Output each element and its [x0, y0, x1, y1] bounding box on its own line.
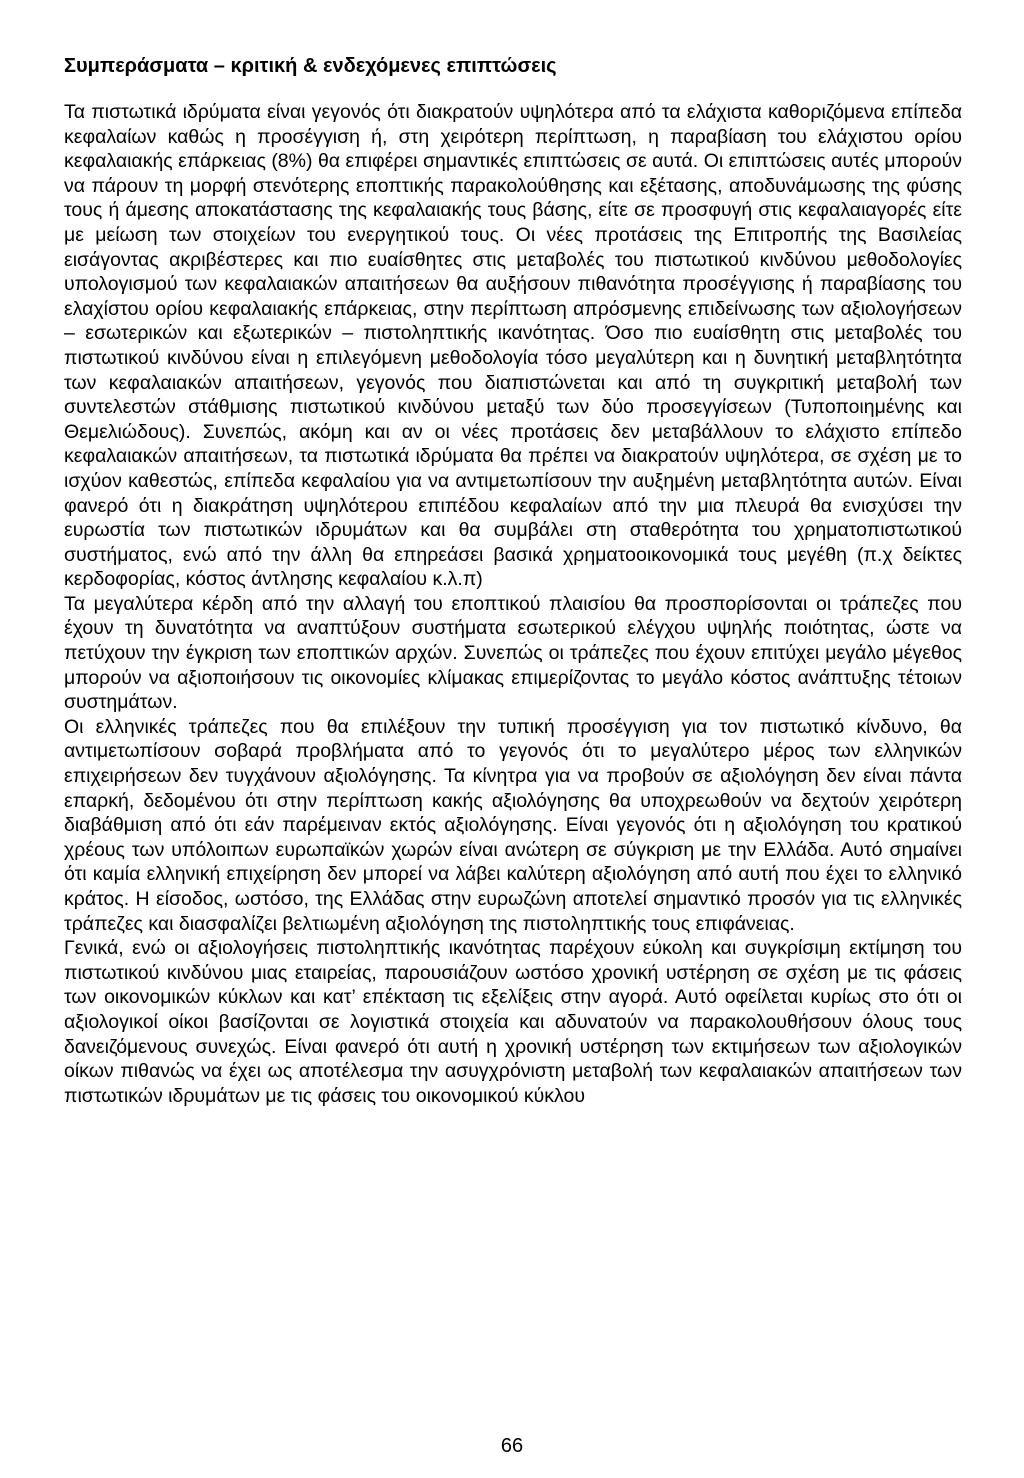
paragraph-rating-lag: Γενικά, ενώ οι αξιολογήσεις πιστοληπτικής ικανότητας παρέχουν εύκολη και συγκρίσιμη εκτίμηση του πιστωτικού κινδύνου μιας εταιρείας, παρουσιάζουν ωστόσο χρονική υστέρηση σε σχέση με τις φάσεις των οικονομικών κύκλων και κατ’ επέκταση τις εξελίξεις στην αγορά. Αυτό οφείλεται κυρίως στο ότι οι αξιολογικοί οίκοι βασίζονται σε λογιστικά στοιχεία και αδυνατούν να παρακολουθήσουν όλους τους δανειζόμενους συνεχώς. Είναι φανερό ότι αυτή η χρονική υστέρηση των εκτιμήσεων των αξιολογικών οίκων πιθανώς να έχει ως αποτέλεσμα την ασυγχρόνιστη μεταβολή των κεφαλαιακών απαιτήσεων των πιστωτικών ιδρυμάτων με τις φάσεις του οικονομικού κύκλου — [64, 937, 962, 1107]
paragraph-bank-profits: Τα μεγαλύτερα κέρδη από την αλλαγή του εποπτικού πλαισίου θα προσπορίσονται οι τράπεζες που έχουν τη δυνατότητα να αναπτύξουν συστήματα εσωτερικού ελέγχου υψηλής ποιότητας, ώστε να πετύχουν την έγκριση των εποπτικών αρχών. Συνεπώς οι τράπεζες που έχουν επιτύχει μεγάλο μέγεθος μπορούν να αξιοποιήσουν τις οικονομίες κλίμακας επιμερίζοντας το μεγάλο κόστος ανάπτυξης τέτοιων συστημάτων. — [64, 592, 962, 714]
page-number: 66 — [500, 1435, 524, 1457]
paragraph-capital-requirements: Τα πιστωτικά ιδρύματα είναι γεγονός ότι διακρατούν υψηλότερα από τα ελάχιστα καθοριζόμενα επίπεδα κεφαλαίων καθώς η προσέγγιση ή, στη χειρότερη περίπτωση, η παραβίαση του ελάχιστου ορίου κεφαλαιακής επάρκειας (8%) θα επιφέρει σημαντικές επιπτώσεις σε αυτά. Οι επιπτώσεις αυτές μπορούν να πάρουν τη μορφή στενότερης εποπτικής παρακολούθησης και εξέτασης, αποδυνάμωσης της φύσης τους ή άμεσης αποκατάστασης της κεφαλαιακής τους βάσης, είτε σε προσφυγή στις κεφαλαιαγορές είτε με μείωση των στοιχείων του ενεργητικού τους. Οι νέες προτάσεις της Επιτροπής της Βασιλείας εισάγοντας ακριβέστερες και πιο ευαίσθητες στις μεταβολές του πιστωτικού κινδύνου μεθοδολογίες υπολογισμού των κεφαλαιακών απαιτήσεων θα αυξήσουν πιθανότητα προσέγγισης ή παραβίασης του ελαχίστου ορίου κεφαλαιακής επάρκειας, στην περίπτωση απρόσμενης επιδείνωσης των αξιολογήσεων – εσωτερικών και εξωτερικών – πιστοληπτικής ικανότητας. Όσο πιο ευαίσθητη στις μεταβολές του πιστωτικού κινδύνου είναι η επιλεγόμενη μεθοδολογία τόσο μεγαλύτερη και η δυνητική μεταβλητότητα των κεφαλαιακών απαιτήσεων, γεγονός που διαπιστώνεται και από τη συγκριτική μεταβολή των συντελεστών στάθμισης πιστωτικού κινδύνου μεταξύ των δύο προσεγγίσεων (Τυποποιημένης και Θεμελιώδους). Συνεπώς, ακόμη και αν οι νέες προτάσεις δεν μεταβάλλουν το ελάχιστο επίπεδο κεφαλαιακών απαιτήσεων, τα πιστωτικά ιδρύματα θα πρέπει να διακρατούν υψηλότερα, σε σχέση με το ισχύον καθεστώς, επίπεδα κεφαλαίου για να αντιμετωπίσουν την αυξημένη μεταβλητότητα αυτών. Είναι φανερό ότι η διακράτηση υψηλότερου επιπέδου κεφαλαίων από την μια πλευρά θα ενισχύσει την ευρωστία των πιστωτικών ιδρυμάτων και θα συμβάλει στη σταθερότητα του χρηματοπιστωτικού συστήματος, ενώ από την άλλη θα επηρεάσει βασικά χρηματοοικονομικά τους μεγέθη (π.χ δείκτες κερδοφορίας, κόστος άντλησης κεφαλαίου κ.λ.π) — [64, 101, 962, 591]
page-content — [64, 52, 962, 1108]
paragraph-greek-banks: Οι ελληνικές τράπεζες που θα επιλέξουν την τυπική προσέγγιση για τον πιστωτικό κίνδυνο, θα αντιμετωπίσουν σοβαρά προβλήματα από το γεγονός ότι το μεγαλύτερο μέρος των ελληνικών επιχειρήσεων δεν τυγχάνουν αξιολόγησης. Τα κίνητρα για να προβούν σε αξιολόγηση δεν είναι πάντα επαρκή, δεδομένου ότι στην περίπτωση κακής αξιολόγησης θα υποχρεωθούν να δεχτούν χειρότερη διαβάθμιση από ότι εάν παρέμειναν εκτός αξιολόγησης. Είναι γεγονός ότι η αξιολόγηση του κρατικού χρέους των υπόλοιπων ευρωπαϊκών χωρών είναι ανώτερη σε σύγκριση με την Ελλάδα. Αυτό σημαίνει ότι καμία ελληνική επιχείρηση δεν μπορεί να λάβει καλύτερη αξιολόγηση από αυτή που έχει το ελληνικό κράτος. Η είσοδος, ωστόσο, της Ελλάδας στην ευρωζώνη αποτελεί σημαντικό προσόν για τις ελληνικές τράπεζες και διασφαλίζει βελτιωμένη αξιολόγηση της πιστοληπτικής τους επιφάνειας. — [64, 715, 962, 935]
section-heading: Συμπεράσματα – κριτική & ενδεχόμενες επιπτώσεις — [64, 55, 557, 77]
